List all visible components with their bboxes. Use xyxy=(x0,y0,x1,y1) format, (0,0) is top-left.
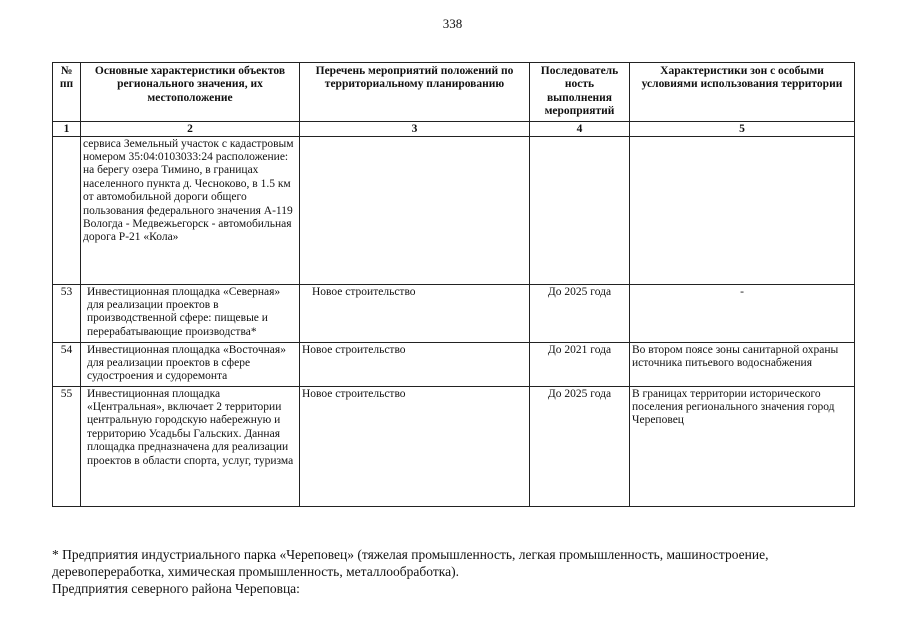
regional-objects-table xyxy=(52,62,855,507)
row-sequence: До 2025 года xyxy=(530,386,630,506)
table-row xyxy=(53,342,855,386)
page-number: 338 xyxy=(442,16,463,31)
table-row xyxy=(53,136,855,284)
row-num xyxy=(53,136,81,284)
row-zones: Во втором поясе зоны санитарной охраны источника питьевого водоснабжения xyxy=(630,342,855,386)
header-num: № пп xyxy=(53,63,81,122)
row-measures: Новое строительство xyxy=(300,386,530,506)
row-description: Инвестиционная площадка «Восточная» для реализации проектов в сфере судостроения и судоремонта xyxy=(81,342,300,386)
column-number: 3 xyxy=(300,121,530,136)
footnote-industrial-park: * Предприятия индустриального парка «Череповец» (тяжелая промышленность, легкая промышленность, машиностроение, деревопереработка, химическая промышленность, металлообработка). xyxy=(52,547,769,579)
row-description: Инвестиционная площадка «Северная» для реализации проектов в производственной сфере: пищевые и перерабатывающие производства* xyxy=(81,284,300,342)
row-zones xyxy=(630,136,855,284)
header-measures: Перечень мероприятий положений по территориальному планированию xyxy=(300,63,530,122)
column-number: 2 xyxy=(81,121,300,136)
column-number: 4 xyxy=(530,121,630,136)
row-sequence xyxy=(530,136,630,284)
header-description: Основные характеристики объектов регионального значения, их местоположение xyxy=(81,63,300,122)
row-num: 55 xyxy=(53,386,81,506)
row-sequence: До 2021 года xyxy=(530,342,630,386)
table-header-row xyxy=(53,63,855,122)
row-description: сервиса Земельный участок с кадастровым номером 35:04:0103033:24 расположение: на берегу озера Тимино, в границах населенного пункта д. Чесноково, в 1.5 км от автомобильной дороги общего пользования федерального значения А-119 Вологда - Медвежьегорск - автомобильная дорога Р-21 «Кола» xyxy=(81,136,300,284)
row-measures: Новое строительство xyxy=(300,342,530,386)
column-number: 1 xyxy=(53,121,81,136)
row-description: Инвестиционная площадка «Центральная», включает 2 территории центральную городскую набережную и территорию Усадьбы Гальских. Данная площадка предназначена для реализации проектов в области спорта, услуг, туризма xyxy=(81,386,300,506)
row-sequence: До 2025 года xyxy=(530,284,630,342)
row-num: 54 xyxy=(53,342,81,386)
row-zones: - xyxy=(630,284,855,342)
footnote xyxy=(52,546,872,597)
footnote-northern-district: Предприятия северного района Череповца: xyxy=(52,581,300,596)
header-sequence: Последователь ность выполнения мероприятий xyxy=(530,63,630,122)
row-measures xyxy=(300,136,530,284)
header-zones: Характеристики зон с особыми условиями использования территории xyxy=(630,63,855,122)
column-number-row xyxy=(53,121,855,136)
row-measures: Новое строительство xyxy=(300,284,530,342)
column-number: 5 xyxy=(630,121,855,136)
row-num: 53 xyxy=(53,284,81,342)
table-row xyxy=(53,386,855,506)
table-row xyxy=(53,284,855,342)
row-zones: В границах территории исторического поселения регионального значения город Череповец xyxy=(630,386,855,506)
